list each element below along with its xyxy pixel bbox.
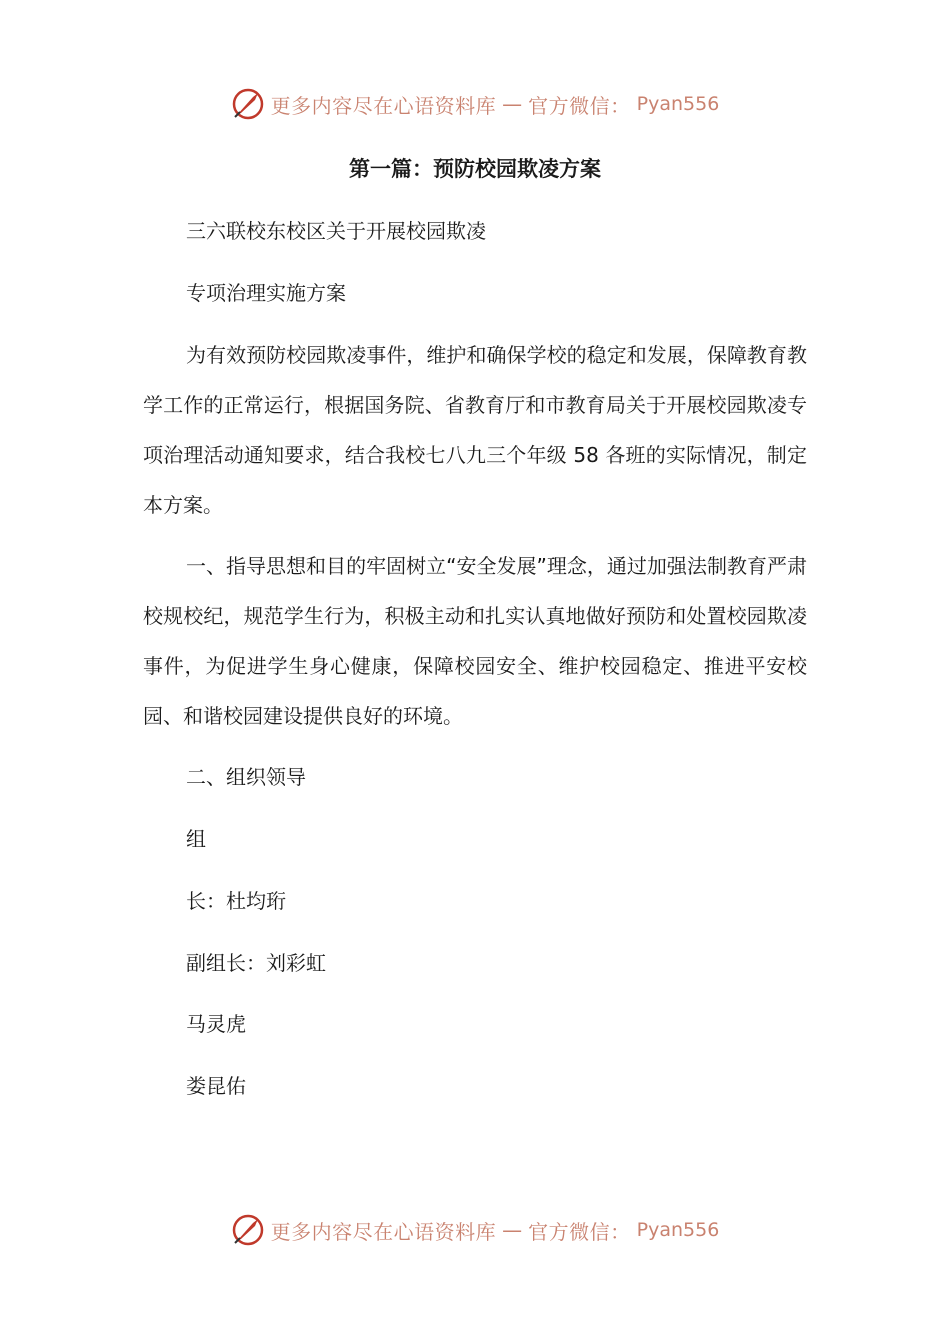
watermark-label: 官方微信： [528, 1219, 631, 1244]
team-line-4: 马灵虎 [186, 1012, 246, 1036]
document-title: 第一篇：预防校园欺凌方案 [349, 157, 601, 181]
footer-watermark [0, 1210, 950, 1250]
team-line-5: 娄昆佑 [186, 1074, 246, 1098]
section-2-heading: 二、组织领导 [186, 765, 306, 789]
watermark-label: 官方微信： [528, 93, 631, 118]
quill-pen-logo-icon [231, 87, 265, 121]
intro-paragraph: 为有效预防校园欺凌事件，维护和确保学校的稳定和发展，保障教育教学工作的正常运行，根据国务院、省教育厅和市教育局关于开展校园欺凌专项治理活动通知要求，结合我校七八九三个年级 58 各班的实际情况，制定本方案。 [143, 343, 807, 517]
heading-line-2: 专项治理实施方案 [186, 281, 346, 305]
section-1-paragraph: 一、指导思想和目的牢固树立“安全发展”理念，通过加强法制教育严肃校规校纪，规范学生行为，积极主动和扎实认真地做好预防和处置校园欺凌事件，为促进学生身心健康，保障校园安全、维护校园稳定、推进平安校园、和谐校园建设提供良好的环境。 [143, 554, 807, 728]
watermark-handle: Pyan556 [636, 1219, 720, 1241]
team-line-2: 长：杜均珩 [186, 889, 286, 913]
quill-pen-logo-icon [231, 1213, 265, 1247]
watermark-handle: Pyan556 [636, 93, 720, 115]
watermark-separator: — [502, 1218, 523, 1242]
watermark-text: 更多内容尽在心语资料库 [270, 1219, 497, 1244]
team-line-3: 副组长：刘彩虹 [186, 951, 326, 975]
team-line-1: 组 [186, 827, 206, 851]
header-watermark [0, 84, 950, 124]
watermark-separator: — [502, 92, 523, 116]
heading-line-1: 三六联校东校区关于开展校园欺凌 [186, 219, 486, 243]
watermark-text: 更多内容尽在心语资料库 [270, 93, 497, 118]
